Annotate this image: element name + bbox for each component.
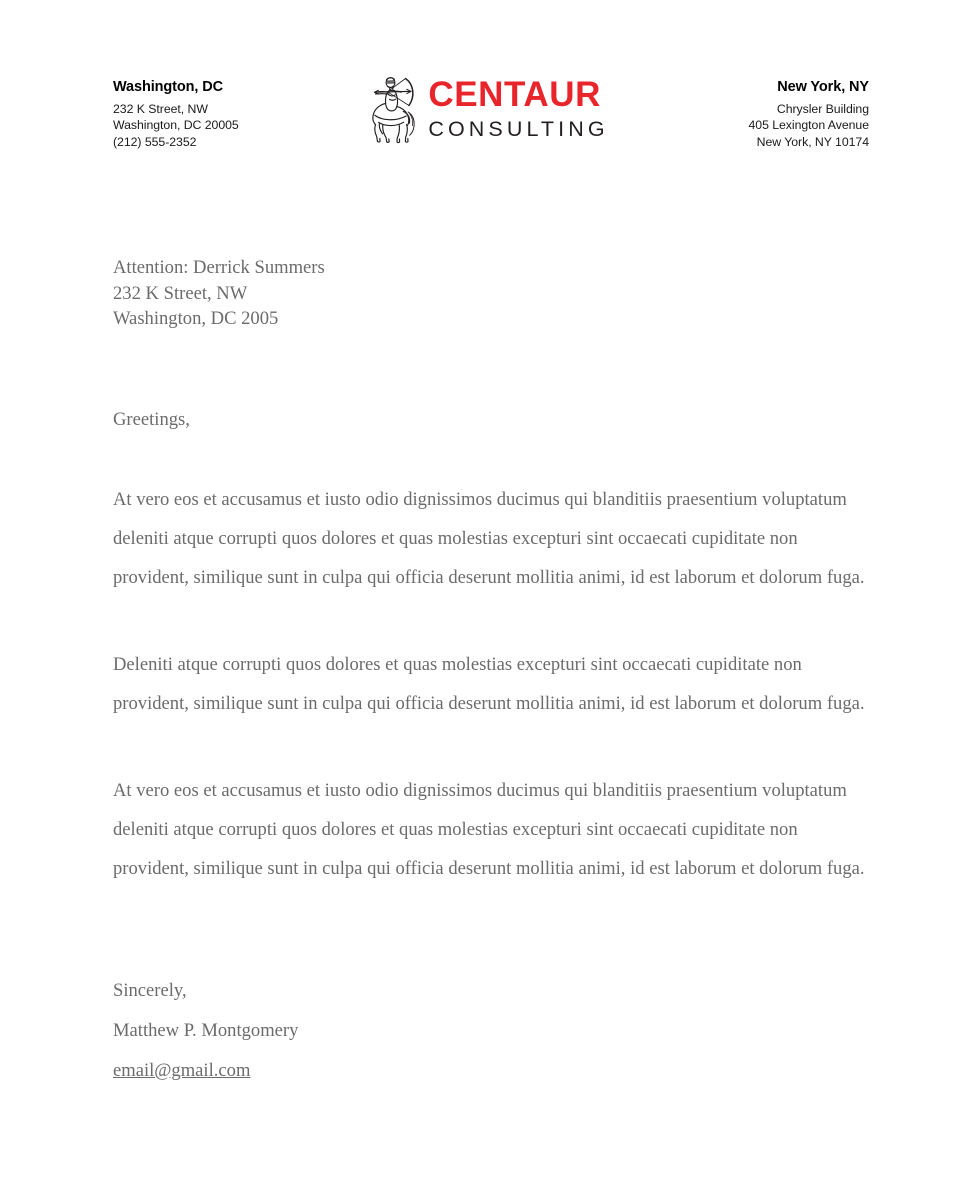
office-citystate-washington: Washington, DC 20005 [113,118,239,133]
sender-email-link[interactable]: email@gmail.com [113,1060,251,1082]
letter-body [113,255,869,1091]
office-address-washington [113,72,343,150]
sender-email-line [113,1051,869,1091]
letter-paragraph-3: At vero eos et accusamus et iusto odio dignissimos ducimus qui blanditiis praesentium voluptatum deleniti atque corrupti quos dolores et quas molestias excepturi sint occaecati cupiditate non provident, similique sunt in culpa qui officia deserunt mollitia animi, id est laborum et dolorum fuga. [113,780,865,879]
letterhead-header [113,72,869,150]
recipient-attention-line: Attention: Derrick Summers [113,257,325,278]
recipient-street-line: 232 K Street, NW [113,282,248,304]
letter-closing: Sincerely, [113,980,187,1002]
letter-salutation: Greetings, [113,408,190,430]
sender-name: Matthew P. Montgomery [113,1020,299,1042]
letter-paragraph-1: At vero eos et accusamus et iusto odio dignissimos ducimus qui blanditiis praesentium voluptatum deleniti atque corrupti quos dolores et quas molestias excepturi sint occaecati cupiditate non provident, similique sunt in culpa qui officia deserunt mollitia animi, id est laborum et dolorum fuga. [113,489,865,588]
letter-paragraph-2: Deleniti atque corrupti quos dolores et quas molestias excepturi sint occaecati cupiditate non provident, similique sunt in culpa qui officia deserunt mollitia animi, id est laborum et dolorum fuga. [113,654,865,714]
office-citystate-newyork: New York, NY 10174 [756,134,869,149]
office-city-newyork: New York, NY [777,79,869,95]
company-logo [365,70,608,146]
office-phone-washington: (212) 555-2352 [113,134,197,149]
office-street-washington: 232 K Street, NW [113,102,208,117]
office-address-newyork [639,72,869,150]
logo-secondary-text: CONSULTING [428,117,609,142]
logo-wordmark [428,75,608,141]
recipient-citystate-line: Washington, DC 2005 [113,308,279,330]
office-street-newyork: 405 Lexington Avenue [748,118,869,133]
recipient-address-block [113,255,869,332]
logo-primary-text: CENTAUR [428,75,602,115]
office-city-washington: Washington, DC [113,79,224,95]
centaur-archer-icon [365,70,419,146]
letter-closing-block [113,888,869,1091]
office-building-newyork: Chrysler Building [776,102,869,117]
